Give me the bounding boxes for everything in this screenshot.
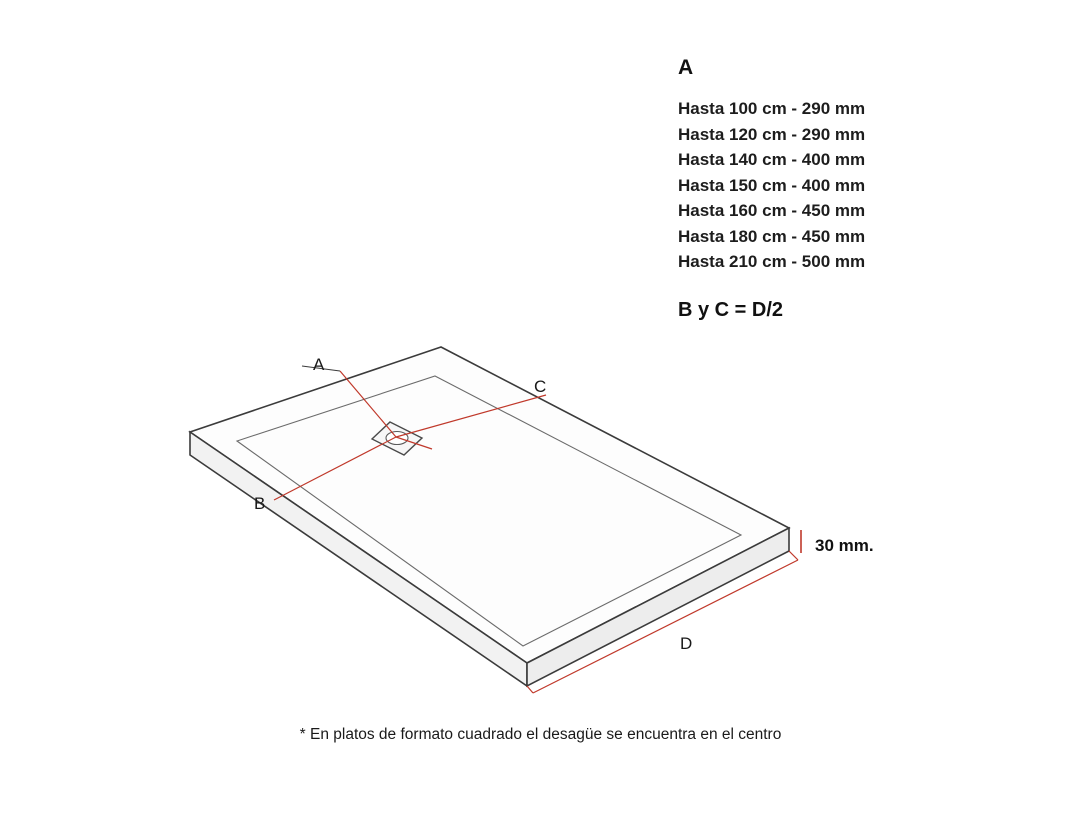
legend-item: Hasta 150 cm - 400 mm [678,175,866,195]
legend-item: Hasta 120 cm - 290 mm [678,124,866,144]
label-d: D [680,634,693,653]
label-b: B [254,494,266,513]
footnote: * En platos de formato cuadrado el desagüe se encuentra en el centro [299,726,782,743]
drain-grate-icon [386,432,408,445]
legend-item: Hasta 210 cm - 500 mm [678,252,866,271]
legend-item: Hasta 140 cm - 400 mm [678,150,866,169]
legend-formula: B y C = D/2 [678,298,784,321]
label-thickness: 30 mm. [815,536,874,555]
legend-item: Hasta 100 cm - 290 mm [678,99,866,118]
label-c: C [534,377,547,396]
legend-item: Hasta 180 cm - 450 mm [678,226,866,246]
legend-item: Hasta 160 cm - 450 mm [678,201,866,220]
label-a: A [313,355,325,374]
legend-title: A [678,56,694,79]
